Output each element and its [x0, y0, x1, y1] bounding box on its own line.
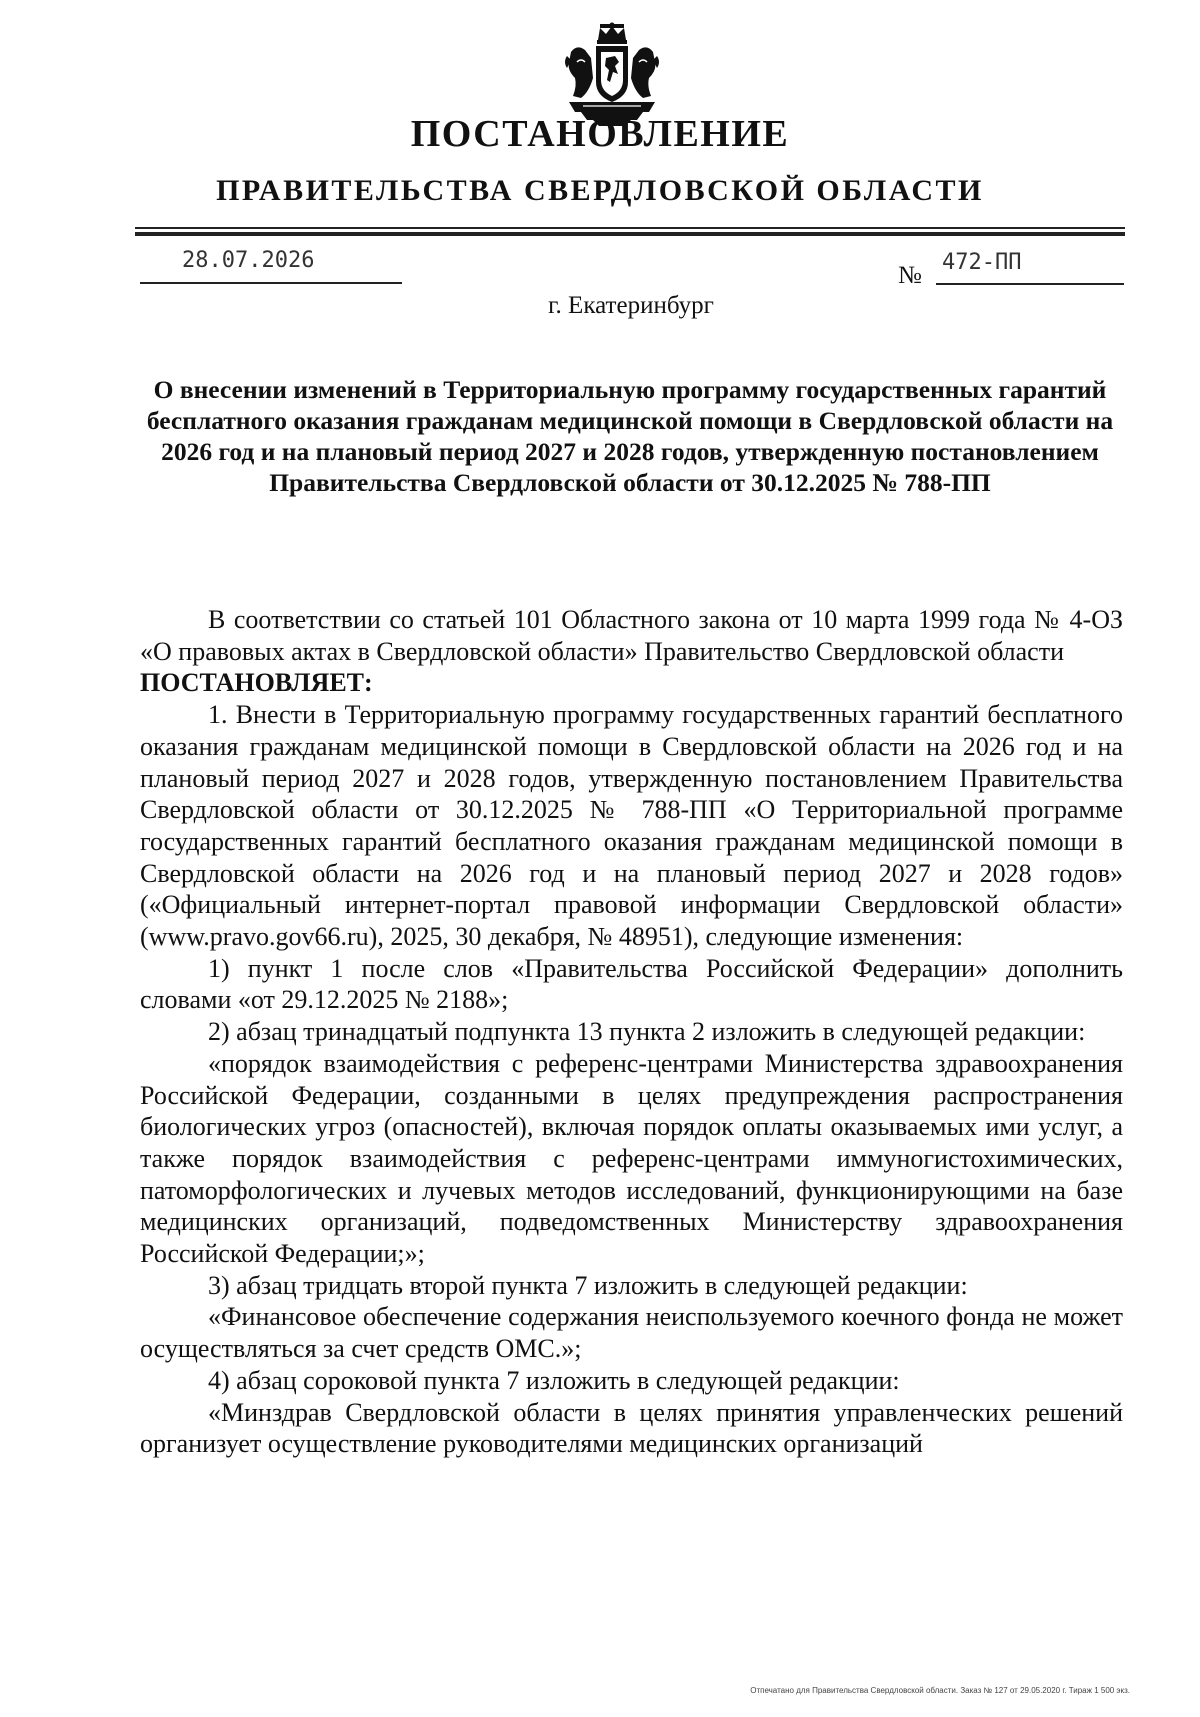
issuing-authority-heading: ПРАВИТЕЛЬСТВА СВЕРДЛОВСКОЙ ОБЛАСТИ: [216, 174, 984, 207]
issuing-city: г. Екатеринбург: [548, 292, 714, 319]
subitem-4-quote: «Минздрав Свердловской области в целях принятия управленческих решений организует осуществление руководителями медицинских организаций: [140, 1397, 1123, 1459]
preamble-paragraph: В соответствии со статьей 101 Областного закона от 10 марта 1999 года № 4-ОЗ «О правовых актах в Свердловской области» Правительство Свердловской области: [140, 605, 1123, 666]
subitem-2-paragraph: 2) абзац тринадцатый подпункта 13 пункта 2 изложить в следующей редакции:: [208, 1017, 1086, 1047]
subitem-4-paragraph: 4) абзац сороковой пункта 7 изложить в следующей редакции:: [208, 1365, 900, 1395]
number-sign: №: [898, 262, 922, 289]
print-footer-note: Отпечатано для Правительства Свердловской области. Заказ № 127 от 29.05.2020 г. Тираж 1 500 экз.: [750, 1686, 1130, 1695]
number-underline: [936, 283, 1124, 285]
header-divider-thin: [135, 227, 1125, 229]
subitem-3-paragraph: 3) абзац тридцать второй пункта 7 изложить в следующей редакции:: [208, 1270, 968, 1300]
decree-word: ПОСТАНОВЛЯЕТ:: [140, 668, 373, 698]
coat-of-arms-emblem: [563, 22, 661, 126]
document-title: О внесении изменений в Территориальную программу государственных гарантий бесплатного оказания гражданам медицинской помощи в Свердловской области на 2026 год и на плановый период 2027 и 2028 годов, утвержденную постановлением Правительства Свердловской области от 30.12.2025 № 788-ПП: [146, 375, 1114, 497]
item-1-paragraph: 1. Внести в Территориальную программу государственных гарантий бесплатного оказания гражданам медицинской помощи в Свердловской области на 2026 год и на плановый период 2027 и 2028 годов, утвержденную постановлением Правительства Свердловской области от 30.12.2025 № 788-ПП «О Территориальной программе государственных гарантий бесплатного оказания гражданам медицинской помощи в Свердловской области на 2026 год и на плановый период 2027 и 2028 годов» («Официальный интернет-портал правовой информации Свердловской области» (www.pravo.gov66.ru), 2025, 30 декабря, № 48951), следующие изменения:: [140, 700, 1123, 952]
document-number: 472-ПП: [942, 250, 1022, 275]
document-type-heading: ПОСТАНОВЛЕНИЕ: [410, 113, 790, 155]
document-body: [140, 604, 1123, 1460]
subitem-3-quote: «Финансовое обеспечение содержания неиспользуемого коечного фонда не может осуществляться за счет средств ОМС.»;: [140, 1302, 1123, 1364]
document-date: 28.07.2026: [182, 248, 315, 273]
subitem-1-paragraph: 1) пункт 1 после слов «Правительства Российской Федерации» дополнить словами «от 29.12.2025 № 2188»;: [140, 953, 1123, 1015]
header-divider-thick: [135, 232, 1125, 236]
subitem-2-quote: «порядок взаимодействия с референс-центрами Министерства здравоохранения Российской Федерации, созданными в целях предупреждения распространения биологических угроз (опасностей), включая порядок оплаты оказываемых ими услуг, а также порядок взаимодействия с референс-центрами иммуногистохимических, патоморфологических и лучевых методов исследований, функционирующими на базе медицинских организаций, подведомственных Министерству здравоохранения Российской Федерации;»;: [140, 1048, 1123, 1269]
date-underline: [140, 282, 402, 284]
